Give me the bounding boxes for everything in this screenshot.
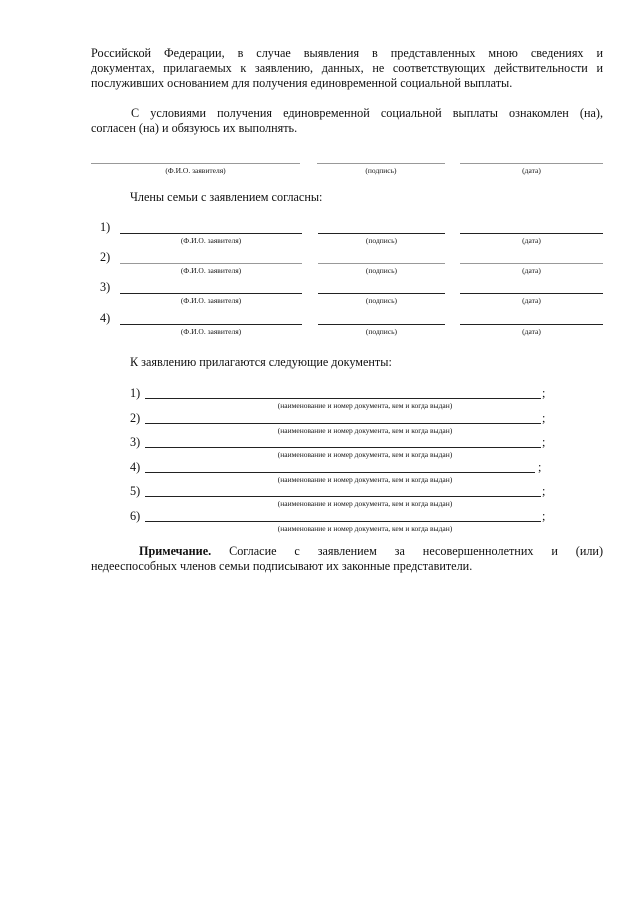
applicant-signature-caption: (подпись) — [365, 166, 397, 175]
document-field[interactable] — [145, 423, 541, 424]
family-name-caption: (Ф.И.О. заявителя) — [180, 296, 242, 305]
family-signature-caption: (подпись) — [365, 266, 398, 275]
document-row-number: 5) — [130, 484, 141, 498]
family-signature-field[interactable] — [318, 293, 445, 294]
family-row-number: 2) — [100, 250, 111, 264]
family-date-caption: (дата) — [522, 327, 541, 336]
family-heading: Члены семьи с заявлением согласны: — [130, 190, 323, 204]
consent-line: С условиями получения единовременной социальной выплаты ознакомлен (на), — [131, 106, 603, 120]
family-signature-caption: (подпись) — [365, 327, 398, 336]
family-row-number: 1) — [100, 220, 111, 234]
note-line: недееспособных членов семьи подписывают их законные представители. — [91, 559, 473, 573]
family-date-caption: (дата) — [522, 266, 541, 275]
document-row-end: ; — [538, 460, 542, 474]
family-signature-field[interactable] — [318, 233, 445, 234]
family-name-field[interactable] — [120, 293, 302, 294]
document-field[interactable] — [145, 496, 541, 497]
note-line — [91, 544, 603, 559]
document-row-number: 2) — [130, 411, 141, 425]
document-row-number: 4) — [130, 460, 141, 474]
family-name-caption: (Ф.И.О. заявителя) — [180, 236, 242, 245]
consent-paragraph — [91, 106, 603, 136]
family-date-field[interactable] — [460, 324, 603, 325]
family-signature-caption: (подпись) — [365, 236, 398, 245]
document-field[interactable] — [145, 521, 541, 522]
intro-paragraph — [91, 46, 603, 91]
document-caption: (наименование и номер документа, кем и когда выдан) — [277, 524, 453, 533]
applicant-date-caption: (дата) — [522, 166, 541, 175]
document-row-end: ; — [542, 386, 546, 400]
document-caption: (наименование и номер документа, кем и когда выдан) — [277, 475, 453, 484]
intro-line: Российской Федерации, в случае выявления в представленных мною сведениях и — [91, 46, 603, 60]
intro-line: послуживших основанием для получения единовременной социальной выплаты. — [91, 76, 513, 90]
family-name-field[interactable] — [120, 233, 302, 234]
family-signature-field[interactable] — [318, 324, 445, 325]
family-date-field[interactable] — [460, 263, 603, 264]
note-label: Примечание. — [139, 544, 212, 558]
document-caption: (наименование и номер документа, кем и когда выдан) — [277, 450, 453, 459]
intro-line: документах, прилагаемых к заявлению, данных, не соответствующих действительности и — [91, 61, 603, 75]
applicant-signature-field[interactable] — [317, 163, 445, 164]
document-row-end: ; — [542, 484, 546, 498]
document-caption: (наименование и номер документа, кем и когда выдан) — [277, 426, 453, 435]
family-name-field[interactable] — [120, 263, 302, 264]
family-date-caption: (дата) — [522, 236, 541, 245]
consent-line: согласен (на) и обязуюсь их выполнять. — [91, 121, 298, 135]
family-name-caption: (Ф.И.О. заявителя) — [180, 266, 242, 275]
family-row-number: 4) — [100, 311, 111, 325]
document-row-number: 3) — [130, 435, 141, 449]
documents-heading: К заявлению прилагаются следующие документы: — [130, 355, 392, 369]
family-name-caption: (Ф.И.О. заявителя) — [180, 327, 242, 336]
document-field[interactable] — [145, 472, 535, 473]
applicant-name-field[interactable] — [91, 163, 300, 164]
document-field[interactable] — [145, 398, 541, 399]
family-date-caption: (дата) — [522, 296, 541, 305]
family-signature-caption: (подпись) — [365, 296, 398, 305]
document-field[interactable] — [145, 447, 541, 448]
family-date-field[interactable] — [460, 233, 603, 234]
note-text: Согласие с заявлением за несовершеннолетних и (или) — [229, 544, 603, 558]
applicant-date-field[interactable] — [460, 163, 603, 164]
applicant-name-caption: (Ф.И.О. заявителя) — [165, 166, 226, 175]
document-row-end: ; — [542, 509, 546, 523]
document-row-end: ; — [542, 435, 546, 449]
document-row-number: 1) — [130, 386, 141, 400]
document-caption: (наименование и номер документа, кем и когда выдан) — [277, 401, 453, 410]
document-caption: (наименование и номер документа, кем и когда выдан) — [277, 499, 453, 508]
family-name-field[interactable] — [120, 324, 302, 325]
document-row-number: 6) — [130, 509, 141, 523]
family-row-number: 3) — [100, 280, 111, 294]
note-paragraph — [91, 544, 603, 574]
family-signature-field[interactable] — [318, 263, 445, 264]
family-date-field[interactable] — [460, 293, 603, 294]
document-row-end: ; — [542, 411, 546, 425]
